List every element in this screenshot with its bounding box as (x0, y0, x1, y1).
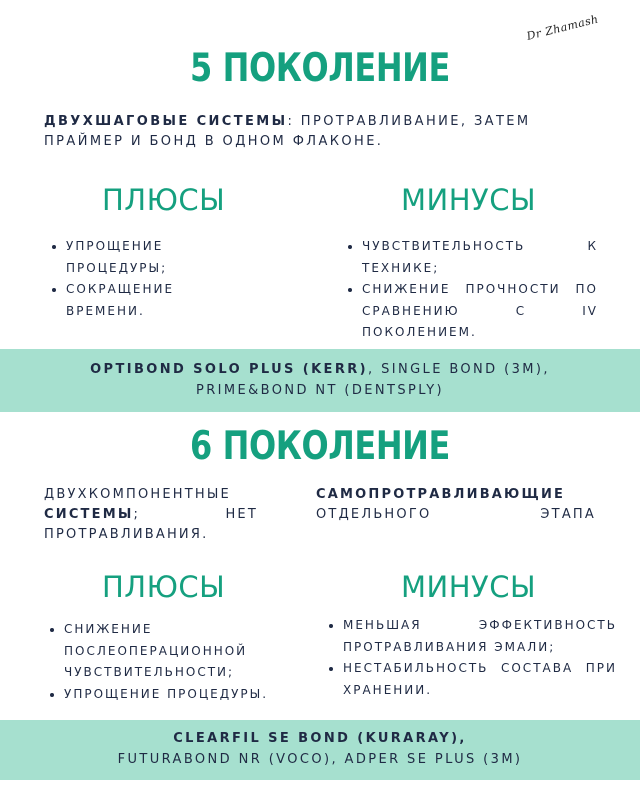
gen6-pros-list (50, 619, 304, 705)
gen5-examples-band (0, 349, 640, 412)
gen6-cons-title: МИНУСЫ (401, 570, 537, 604)
gen5-pros-list (52, 236, 216, 322)
gen6-intro-right-bold-line (316, 485, 596, 505)
gen6-examples-bold: CLEARFIL SE BOND (KURARAY), (173, 731, 467, 746)
gen6-intro-left-rest: ; НЕТ ПРОТРАВЛИВАНИЯ. (44, 507, 258, 542)
list-item: • СНИЖЕНИЕ ПРОЧНОСТИ ПО СРАВНЕНИЮ С IV ПОКОЛЕНИЕМ. (362, 279, 598, 344)
gen6-intro-right-text: ОТДЕЛЬНОГО ЭТАПА (316, 507, 596, 522)
gen5-intro (44, 112, 599, 152)
gen5-intro-text: : ПРОТРАВЛИВАНИЕ, ЗАТЕМ ПРАЙМЕР И БОНД В ОДНОМ ФЛАКОНЕ. (44, 114, 531, 149)
gen6-intro-left (44, 485, 258, 545)
gen6-examples-band (0, 720, 640, 780)
gen5-intro-bold: ДВУХШАГОВЫЕ СИСТЕМЫ (44, 114, 288, 129)
gen6-pros-title: ПЛЮСЫ (102, 570, 226, 604)
gen6-intro-right-bold: САМОПРОТРАВЛИВАЮЩИЕ (316, 487, 566, 502)
gen5-title: 5 ПОКОЛЕНИЕ (190, 46, 450, 91)
list-item: • НЕСТАБИЛЬНОСТЬ СОСТАВА ПРИ ХРАНЕНИИ. (343, 658, 617, 701)
gen5-examples-rest: , SINGLE BOND (3M), (368, 362, 550, 377)
list-item: • МЕНЬШАЯ ЭФФЕКТИВНОСТЬ ПРОТРАВЛИВАНИЯ ЭМАЛИ; (343, 615, 617, 658)
list-item: • СНИЖЕНИЕ ПОСЛЕОПЕРАЦИОННОЙ ЧУВСТВИТЕЛЬНОСТИ; (64, 619, 304, 684)
list-item: • ЧУВСТВИТЕЛЬНОСТЬ К ТЕХНИКЕ; (362, 236, 598, 279)
gen5-cons-list (348, 236, 598, 344)
list-item: • СОКРАЩЕНИЕ ВРЕМЕНИ. (66, 279, 216, 322)
gen5-examples-line1 (0, 359, 640, 380)
gen6-examples-line1 (0, 728, 640, 749)
gen6-intro-left-bold: СИСТЕМЫ (44, 507, 134, 522)
gen5-examples-line2: PRIME&BOND NT (DENTSPLY) (195, 383, 445, 398)
author-signature: Dr Zhamash (525, 12, 600, 43)
gen5-pros-title: ПЛЮСЫ (102, 183, 226, 217)
gen6-intro-left-text: ДВУХКОМПОНЕНТНЫЕ (44, 487, 231, 502)
gen6-examples-line2: FUTURABOND NR (VOCO), ADPER SE PLUS (3M) (117, 752, 523, 767)
gen6-cons-list (329, 615, 617, 701)
list-item: • УПРОЩЕНИЕ ПРОЦЕДУРЫ; (66, 236, 216, 279)
list-item: • УПРОЩЕНИЕ ПРОЦЕДУРЫ. (64, 684, 304, 706)
gen5-examples-bold: OPTIBOND SOLO PLUS (KERR) (90, 362, 368, 377)
gen6-intro-right (316, 485, 596, 525)
gen5-cons-title: МИНУСЫ (401, 183, 537, 217)
gen6-title: 6 ПОКОЛЕНИЕ (190, 424, 450, 469)
